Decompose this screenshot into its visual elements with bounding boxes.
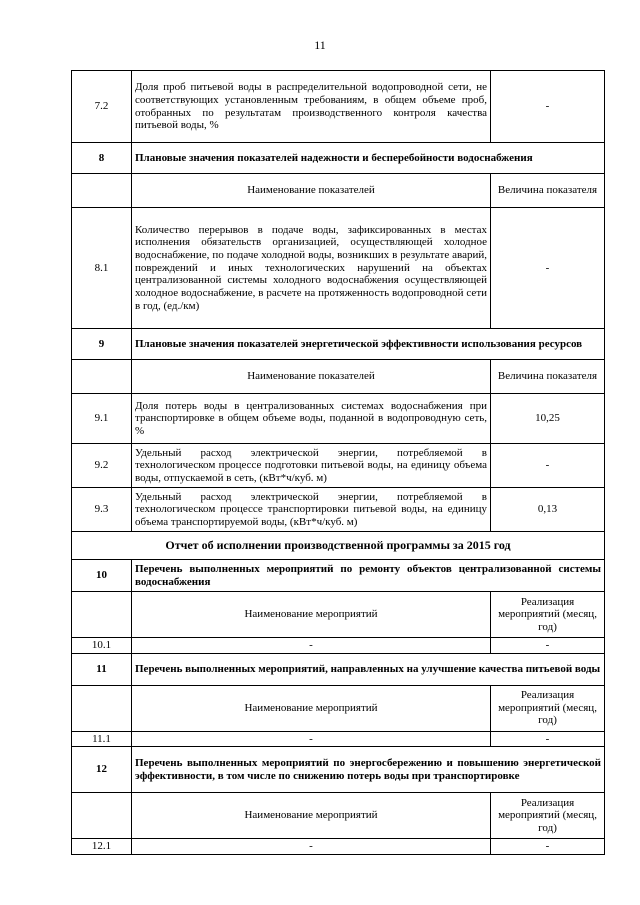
section-title: Перечень выполненных мероприятий по ремонту объектов централизованной системы водоснабжения — [132, 560, 605, 592]
column-header-name: Наименование мероприятий — [132, 685, 491, 731]
page-number: 11 — [314, 38, 326, 52]
activity-text: - — [132, 638, 491, 654]
row-number: 7.2 — [72, 71, 132, 143]
column-header-value: Величина показателя — [491, 174, 605, 208]
report-title: Отчет об исполнении производственной программы за 2015 год — [72, 532, 605, 560]
row-number: 9.2 — [72, 444, 132, 488]
table-row — [72, 839, 605, 855]
section-number: 8 — [72, 143, 132, 174]
section-title: Перечень выполненных мероприятий по энергосбережению и повышению энергетической эффективности, в том числе по снижению потерь воды при транспортировке — [132, 747, 605, 793]
section-row — [72, 329, 605, 360]
column-header-value: Величина показателя — [491, 360, 605, 394]
indicator-value: 0,13 — [491, 488, 605, 532]
section-title: Перечень выполненных мероприятий, направленных на улучшение качества питьевой воды — [132, 653, 605, 685]
header-row — [72, 592, 605, 638]
table-row — [72, 71, 605, 143]
indicator-value: 10,25 — [491, 394, 605, 444]
column-header-name: Наименование мероприятий — [132, 793, 491, 839]
activity-date: - — [491, 839, 605, 855]
section-number: 9 — [72, 329, 132, 360]
indicator-value: - — [491, 208, 605, 329]
indicator-value: - — [491, 444, 605, 488]
activity-text: - — [132, 731, 491, 747]
column-header-name: Наименование показателей — [132, 174, 491, 208]
section-number: 11 — [72, 653, 132, 685]
table-row — [72, 394, 605, 444]
activity-date: - — [491, 731, 605, 747]
indicator-text: Удельный расход электрической энергии, потребляемой в технологическом процессе подготовки питьевой воды, на единицу объема воды, отпускаемой в сеть, (кВт*ч/куб. м) — [132, 444, 491, 488]
indicator-text: Доля проб питьевой воды в распределительной водопроводной сети, не соответствующих установленным требованиям, в общем объеме проб, отобранных по результатам производственного контроля качества питьевой воды, % — [132, 71, 491, 143]
column-header-value: Реализация мероприятий (месяц, год) — [491, 793, 605, 839]
table-row — [72, 731, 605, 747]
table-row — [72, 208, 605, 329]
activity-date: - — [491, 638, 605, 654]
section-number: 12 — [72, 747, 132, 793]
column-header-name: Наименование показателей — [132, 360, 491, 394]
section-row — [72, 653, 605, 685]
indicator-text: Удельный расход электрической энергии, потребляемой в технологическом процессе транспортировки питьевой воды, на единицу объема транспортируемой воды, (кВт*ч/куб. м) — [132, 488, 491, 532]
indicator-value: - — [491, 71, 605, 143]
row-number: 9.1 — [72, 394, 132, 444]
header-row — [72, 793, 605, 839]
row-number: 11.1 — [72, 731, 132, 747]
row-number: 9.3 — [72, 488, 132, 532]
table-row — [72, 444, 605, 488]
section-title: Плановые значения показателей надежности и бесперебойности водоснабжения — [132, 143, 605, 174]
section-title: Плановые значения показателей энергетической эффективности использования ресурсов — [132, 329, 605, 360]
indicators-table — [71, 70, 605, 855]
report-title-row — [72, 532, 605, 560]
table-row — [72, 638, 605, 654]
section-row — [72, 747, 605, 793]
section-row — [72, 560, 605, 592]
activity-text: - — [132, 839, 491, 855]
row-number: 8.1 — [72, 208, 132, 329]
section-number: 10 — [72, 560, 132, 592]
table-row — [72, 488, 605, 532]
indicator-text: Доля потерь воды в централизованных системах водоснабжения при транспортировке в общем объеме воды, поданной в водопроводную сеть, % — [132, 394, 491, 444]
column-header-name: Наименование мероприятий — [132, 592, 491, 638]
row-number: 12.1 — [72, 839, 132, 855]
column-header-value: Реализация мероприятий (месяц, год) — [491, 685, 605, 731]
indicator-text: Количество перерывов в подаче воды, зафиксированных в местах исполнения обязательств организацией, осуществляющей холодное водоснабжение, по подаче холодной воды, возникших в результате аварий, повреждений и иных технологических нарушений на объектах централизованной системы холодного водоснабжения осуществляющей холодное водоснабжение, в расчете на протяженность водопроводной сети в год, (ед./км) — [132, 208, 491, 329]
header-row — [72, 685, 605, 731]
header-row — [72, 360, 605, 394]
section-row — [72, 143, 605, 174]
column-header-value: Реализация мероприятий (месяц, год) — [491, 592, 605, 638]
row-number: 10.1 — [72, 638, 132, 654]
header-row — [72, 174, 605, 208]
